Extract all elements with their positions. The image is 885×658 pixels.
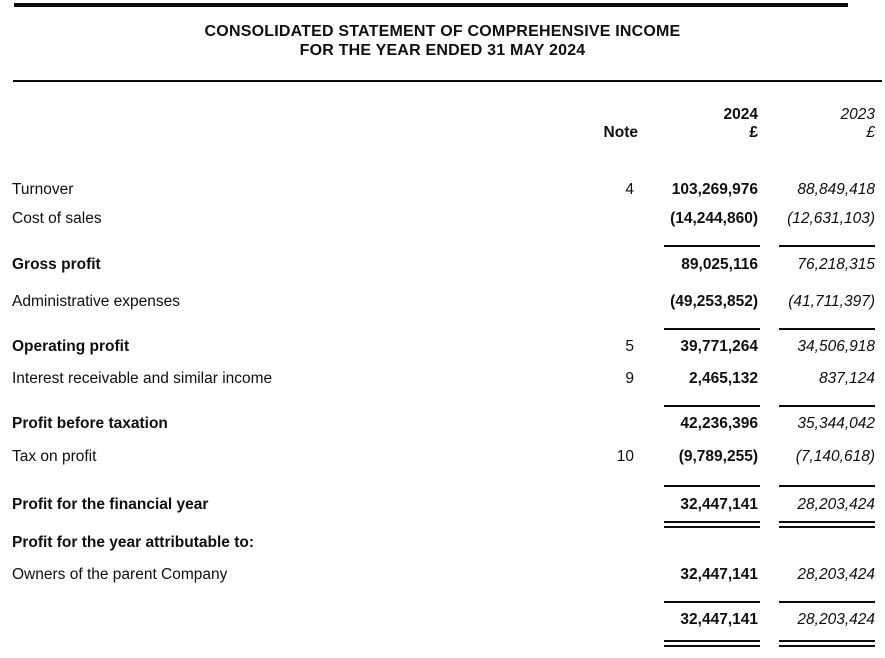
row-label: Profit before taxation	[12, 415, 168, 432]
subtotal-divider	[12, 328, 875, 330]
income-statement-table	[0, 106, 885, 647]
table-row-attributable-heading	[12, 534, 875, 552]
note-cell: 9	[625, 370, 634, 387]
value-2023: 35,344,042	[797, 415, 875, 432]
total-double-divider	[12, 521, 875, 528]
table-row-owners-of-parent	[12, 566, 875, 584]
table-row-attributable-total	[12, 611, 875, 629]
note-cell: 5	[625, 338, 634, 355]
value-2023: 34,506,918	[797, 338, 875, 355]
row-label: Owners of the parent Company	[12, 566, 228, 583]
subtotal-divider	[12, 601, 875, 603]
value-2024: 32,447,141	[680, 611, 758, 628]
subtotal-divider	[12, 405, 875, 407]
value-2024: 39,771,264	[680, 338, 758, 355]
value-2023: (7,140,618)	[795, 448, 875, 465]
row-label: Profit for the year attributable to:	[12, 534, 254, 551]
column-header-note: Note	[603, 124, 638, 141]
value-2024: 2,465,132	[689, 370, 758, 387]
table-row-gross-profit	[12, 256, 875, 274]
value-2023: 28,203,424	[797, 496, 875, 513]
page-title-line1: CONSOLIDATED STATEMENT OF COMPREHENSIVE INCOME	[204, 23, 681, 40]
currency-header-2024: £	[749, 124, 758, 141]
value-2023: 76,218,315	[797, 256, 875, 273]
note-cell: 10	[616, 448, 634, 465]
total-double-divider	[12, 640, 875, 647]
note-cell: 4	[625, 181, 634, 198]
row-label: Operating profit	[12, 338, 130, 355]
row-label: Administrative expenses	[12, 293, 180, 310]
value-2024: (9,789,255)	[678, 448, 758, 465]
table-row-administrative-expenses	[12, 293, 875, 311]
table-row-cost-of-sales	[12, 210, 875, 228]
column-header-years	[12, 106, 875, 124]
row-label: Cost of sales	[12, 210, 102, 227]
value-2023: 28,203,424	[797, 566, 875, 583]
value-2024: 32,447,141	[680, 566, 758, 583]
subtotal-divider	[12, 485, 875, 487]
value-2024: 103,269,976	[671, 181, 758, 198]
header-divider	[13, 80, 882, 82]
subtotal-divider	[12, 245, 875, 247]
column-header-2024: 2024	[723, 106, 758, 123]
row-label: Tax on profit	[12, 448, 97, 465]
value-2024: 42,236,396	[680, 415, 758, 432]
value-2023: (41,711,397)	[788, 293, 875, 310]
table-row-operating-profit	[12, 338, 875, 356]
row-label: Turnover	[12, 181, 74, 198]
value-2023: (12,631,103)	[787, 210, 875, 227]
value-2023: 837,124	[818, 370, 875, 387]
column-header-2023: 2023	[840, 106, 875, 123]
table-row-interest-receivable	[12, 370, 875, 388]
column-header-units	[12, 124, 875, 142]
top-divider	[14, 3, 848, 7]
row-label: Interest receivable and similar income	[12, 370, 273, 387]
currency-header-2023: £	[866, 124, 875, 141]
page-title-line2: FOR THE YEAR ENDED 31 MAY 2024	[299, 42, 586, 59]
page-title	[0, 22, 885, 60]
table-row-profit-before-taxation	[12, 415, 875, 433]
table-row-turnover	[12, 181, 875, 199]
value-2023: 88,849,418	[797, 181, 875, 198]
value-2024: 32,447,141	[680, 496, 758, 513]
value-2024: (14,244,860)	[670, 210, 758, 227]
row-label: Profit for the financial year	[12, 496, 209, 513]
row-label: Gross profit	[12, 256, 101, 273]
value-2024: 89,025,116	[681, 256, 758, 273]
value-2024: (49,253,852)	[670, 293, 758, 310]
value-2023: 28,203,424	[797, 611, 875, 628]
table-row-profit-for-financial-year	[12, 496, 875, 514]
table-row-tax-on-profit	[12, 448, 875, 466]
